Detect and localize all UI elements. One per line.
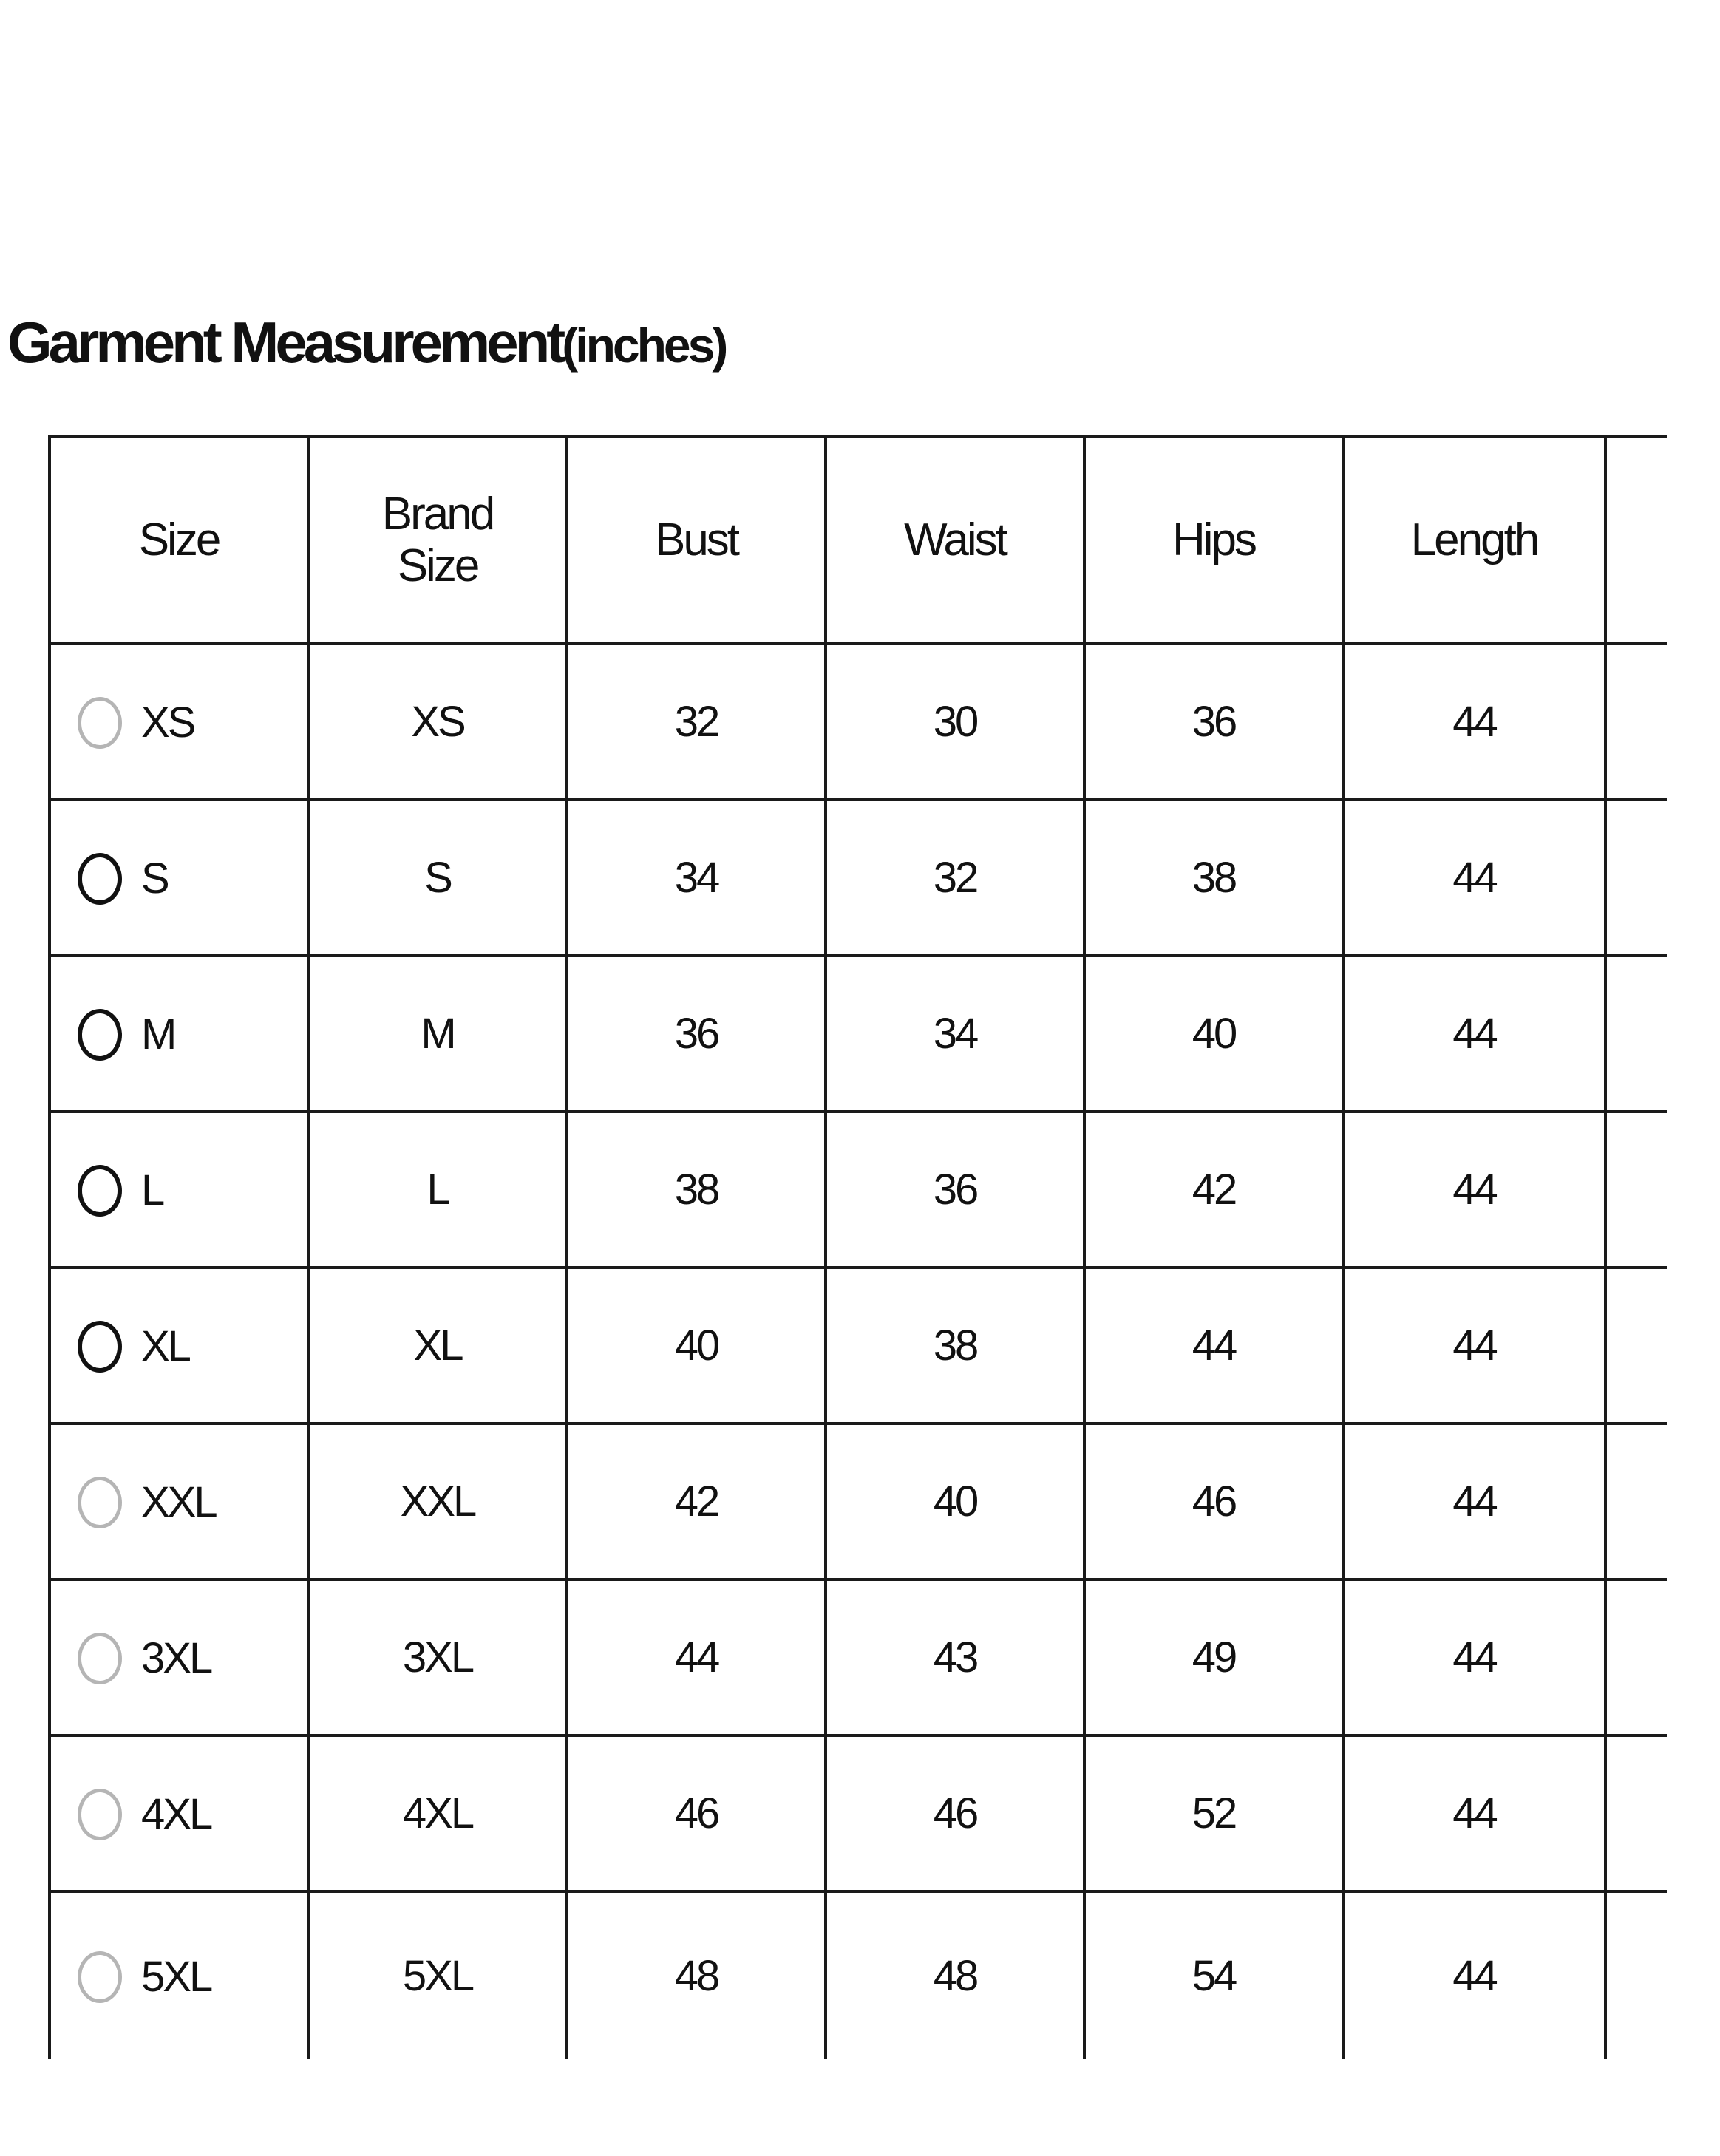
- size-option[interactable]: [50, 956, 308, 1112]
- table-row: [50, 1112, 1667, 1268]
- hips-cell: 49: [1084, 1579, 1343, 1735]
- hips-cell: 42: [1084, 1112, 1343, 1268]
- size-option[interactable]: [50, 1112, 308, 1268]
- extra-cell: [1605, 1735, 1667, 1891]
- waist-cell: 48: [826, 1891, 1084, 2059]
- waist-cell: 43: [826, 1579, 1084, 1735]
- bust-cell: 48: [567, 1891, 826, 2059]
- size-label: S: [141, 854, 168, 903]
- waist-cell: 32: [826, 800, 1084, 956]
- waist-cell: 46: [826, 1735, 1084, 1891]
- size-label: M: [141, 1010, 175, 1059]
- bust-cell: 44: [567, 1579, 826, 1735]
- extra-cell: [1605, 1112, 1667, 1268]
- size-option[interactable]: [50, 1268, 308, 1424]
- size-radio[interactable]: [78, 1009, 122, 1061]
- hips-cell: 54: [1084, 1891, 1343, 2059]
- title-unit: (inches): [562, 318, 726, 373]
- extra-cell: [1605, 1891, 1667, 2059]
- length-cell: 44: [1343, 1112, 1605, 1268]
- brand-size-cell: XS: [308, 644, 567, 800]
- size-option[interactable]: [50, 1579, 308, 1735]
- header-row: [50, 436, 1667, 644]
- table-row: [50, 1579, 1667, 1735]
- hips-cell: 38: [1084, 800, 1343, 956]
- length-cell: 44: [1343, 1891, 1605, 2059]
- size-label: XXL: [141, 1478, 216, 1527]
- bust-cell: 40: [567, 1268, 826, 1424]
- size-option[interactable]: [50, 1424, 308, 1579]
- size-radio-disabled[interactable]: [78, 1477, 122, 1528]
- brand-size-cell: XXL: [308, 1424, 567, 1579]
- table-row: [50, 800, 1667, 956]
- bust-cell: 36: [567, 956, 826, 1112]
- header-length: Length: [1343, 436, 1605, 644]
- size-rows: [50, 644, 1667, 2059]
- bust-cell: 38: [567, 1112, 826, 1268]
- brand-size-cell: 5XL: [308, 1891, 567, 2059]
- header-size: Size: [50, 436, 308, 644]
- header-brand-size-line1: Brand: [381, 489, 494, 540]
- hips-cell: 46: [1084, 1424, 1343, 1579]
- brand-size-cell: M: [308, 956, 567, 1112]
- size-label: XL: [141, 1322, 189, 1371]
- brand-size-cell: 4XL: [308, 1735, 567, 1891]
- size-radio-disabled[interactable]: [78, 1633, 122, 1684]
- size-radio-disabled[interactable]: [78, 697, 122, 749]
- size-radio[interactable]: [78, 853, 122, 905]
- table-row: [50, 644, 1667, 800]
- table-row: [50, 1268, 1667, 1424]
- length-cell: 44: [1343, 644, 1605, 800]
- extra-cell: [1605, 956, 1667, 1112]
- waist-cell: 34: [826, 956, 1084, 1112]
- size-radio-disabled[interactable]: [78, 1951, 122, 2003]
- length-cell: 44: [1343, 1268, 1605, 1424]
- waist-cell: 38: [826, 1268, 1084, 1424]
- hips-cell: 36: [1084, 644, 1343, 800]
- extra-cell: [1605, 644, 1667, 800]
- extra-cell: [1605, 1268, 1667, 1424]
- bust-cell: 42: [567, 1424, 826, 1579]
- waist-cell: 40: [826, 1424, 1084, 1579]
- size-option[interactable]: [50, 1891, 308, 2059]
- size-option[interactable]: [50, 1735, 308, 1891]
- size-radio[interactable]: [78, 1165, 122, 1217]
- header-brand-size-line2: Size: [397, 540, 478, 591]
- brand-size-cell: XL: [308, 1268, 567, 1424]
- length-cell: 44: [1343, 956, 1605, 1112]
- table-row: [50, 956, 1667, 1112]
- extra-cell: [1605, 1424, 1667, 1579]
- length-cell: 44: [1343, 1424, 1605, 1579]
- hips-cell: 40: [1084, 956, 1343, 1112]
- hips-cell: 52: [1084, 1735, 1343, 1891]
- hips-cell: 44: [1084, 1268, 1343, 1424]
- waist-cell: 30: [826, 644, 1084, 800]
- size-label: 5XL: [141, 1953, 211, 2002]
- bust-cell: 34: [567, 800, 826, 956]
- header-bust: Bust: [567, 436, 826, 644]
- size-label: 4XL: [141, 1790, 211, 1839]
- header-hips: Hips: [1084, 436, 1343, 644]
- bust-cell: 32: [567, 644, 826, 800]
- header-extra: [1605, 436, 1667, 644]
- header-brand-size: [308, 436, 567, 644]
- bust-cell: 46: [567, 1735, 826, 1891]
- size-chart: [48, 435, 1667, 2072]
- table-row: [50, 1891, 1667, 2059]
- extra-cell: [1605, 800, 1667, 956]
- brand-size-cell: 3XL: [308, 1579, 567, 1735]
- brand-size-cell: L: [308, 1112, 567, 1268]
- waist-cell: 36: [826, 1112, 1084, 1268]
- table-row: [50, 1424, 1667, 1579]
- table-row: [50, 1735, 1667, 1891]
- size-table: [48, 435, 1667, 2059]
- header-waist: Waist: [826, 436, 1084, 644]
- brand-size-cell: S: [308, 800, 567, 956]
- size-radio[interactable]: [78, 1321, 122, 1373]
- title-main: Garment Measurement: [7, 310, 562, 375]
- size-label: 3XL: [141, 1634, 211, 1683]
- size-option[interactable]: [50, 644, 308, 800]
- size-label: XS: [141, 698, 194, 747]
- length-cell: 44: [1343, 1735, 1605, 1891]
- size-radio-disabled[interactable]: [78, 1789, 122, 1840]
- page-title: [7, 310, 726, 375]
- length-cell: 44: [1343, 800, 1605, 956]
- size-label: L: [141, 1166, 163, 1215]
- size-option[interactable]: [50, 800, 308, 956]
- extra-cell: [1605, 1579, 1667, 1735]
- length-cell: 44: [1343, 1579, 1605, 1735]
